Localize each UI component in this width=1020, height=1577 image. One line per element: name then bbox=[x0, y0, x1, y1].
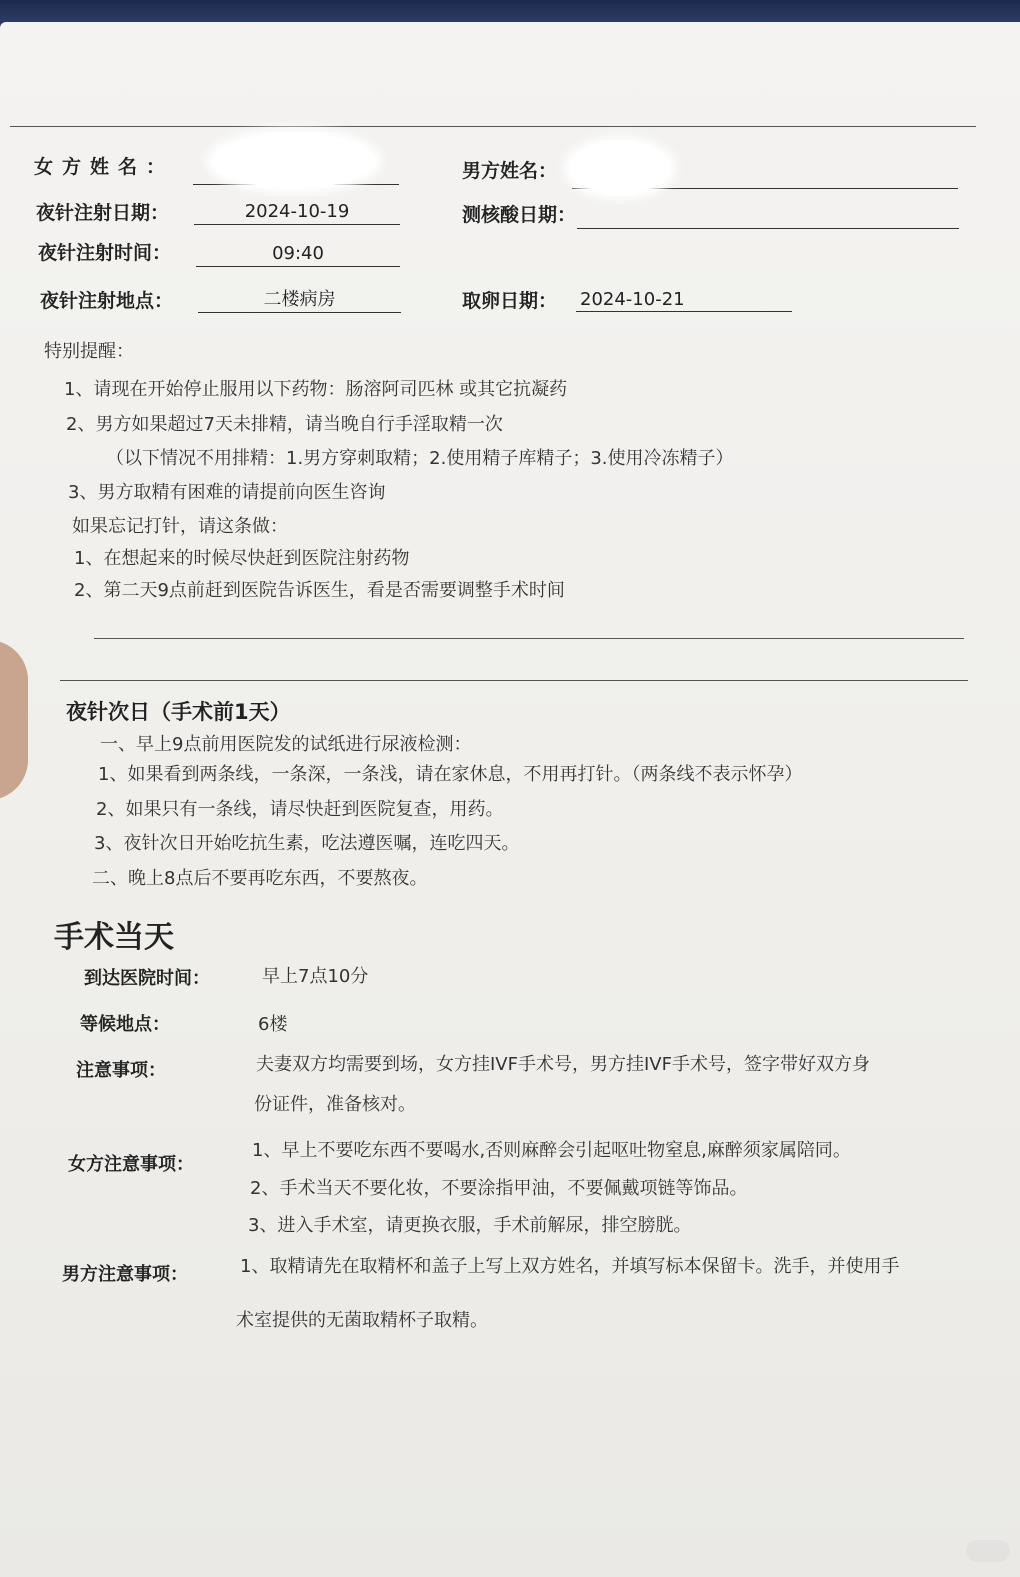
female-note: 1、早上不要吃东西不要喝水,否则麻醉会引起呕吐物窒息,麻醉须家属陪同。 bbox=[252, 1140, 851, 1161]
watermark-badge bbox=[966, 1540, 1010, 1562]
surgery-day-title: 手术当天 bbox=[54, 920, 174, 955]
next-day-item: 一、早上9点前用医院发的试纸进行尿液检测： bbox=[100, 734, 472, 755]
reminder-item: 2、第二天9点前赶到医院告诉医生，看是否需要调整手术时间 bbox=[74, 580, 565, 601]
redaction-male bbox=[570, 142, 670, 194]
female-notes-label: 女方注意事项： bbox=[68, 1154, 194, 1175]
notes-line: 份证件，准备核对。 bbox=[254, 1094, 416, 1115]
male-note: 1、取精请先在取精杯和盖子上写上双方姓名，并填写标本保留卡。洗手，并使用手 bbox=[240, 1256, 900, 1277]
injection-place-field: 二楼病房 bbox=[198, 290, 401, 313]
notes-line: 夫妻双方均需要到场，女方挂IVF手术号，男方挂IVF手术号，签字带好双方身 bbox=[256, 1054, 870, 1075]
reminder-title: 特别提醒： bbox=[44, 341, 134, 362]
reminder-item: 1、请现在开始停止服用以下药物：肠溶阿司匹林 或其它抗凝药 bbox=[64, 379, 568, 400]
wait-place-label: 等候地点： bbox=[80, 1014, 170, 1035]
injection-date-label: 夜针注射日期： bbox=[36, 202, 170, 224]
injection-date-field: 2024-10-19 bbox=[194, 202, 400, 225]
arrival-time-value: 早上7点10分 bbox=[262, 966, 369, 987]
arrival-time-label: 到达医院时间： bbox=[84, 968, 210, 989]
next-day-item: 3、夜针次日开始吃抗生素，吃法遵医嘱，连吃四天。 bbox=[94, 833, 520, 854]
reminder-item: 1、在想起来的时候尽快赶到医院注射药物 bbox=[74, 548, 410, 569]
next-day-title: 夜针次日（手术前1天） bbox=[66, 700, 291, 724]
divider-rule-1 bbox=[94, 638, 964, 639]
retrieval-date-label: 取卵日期： bbox=[462, 290, 558, 312]
reminder-item: 2、男方如果超过7天未排精，请当晚自行手淫取精一次 bbox=[66, 414, 503, 435]
next-day-item: 1、如果看到两条线，一条深，一条浅，请在家休息，不用再打针。（两条线不表示怀孕） bbox=[98, 764, 803, 785]
next-day-item: 2、如果只有一条线，请尽快赶到医院复查，用药。 bbox=[96, 799, 504, 820]
injection-time-field: 09:40 bbox=[196, 244, 400, 267]
top-rule bbox=[10, 126, 976, 127]
injection-time-label: 夜针注射时间： bbox=[38, 242, 172, 264]
retrieval-date-field: 2024-10-21 bbox=[576, 290, 792, 312]
nucleic-date-field bbox=[577, 206, 959, 229]
reminder-item: （以下情况不用排精：1.男方穿刺取精；2.使用精子库精子；3.使用冷冻精子） bbox=[106, 448, 734, 469]
next-day-item: 二、晚上8点后不要再吃东西，不要熬夜。 bbox=[92, 868, 428, 889]
wait-place-value: 6楼 bbox=[258, 1014, 288, 1035]
female-note: 2、手术当天不要化妆，不要涂指甲油，不要佩戴项链等饰品。 bbox=[250, 1178, 748, 1199]
female-name-label: 女方姓名： bbox=[34, 156, 175, 178]
redaction-female bbox=[212, 134, 376, 188]
male-name-label: 男方姓名： bbox=[462, 160, 558, 182]
male-notes-label: 男方注意事项： bbox=[62, 1264, 188, 1285]
female-note: 3、进入手术室，请更换衣服，手术前解尿，排空膀胱。 bbox=[248, 1215, 692, 1236]
holding-thumb bbox=[0, 640, 28, 800]
reminder-item: 3、男方取精有困难的请提前向医生咨询 bbox=[68, 482, 386, 503]
male-note: 术室提供的无菌取精杯子取精。 bbox=[236, 1310, 488, 1331]
divider-rule-2 bbox=[60, 680, 968, 681]
injection-place-label: 夜针注射地点： bbox=[40, 290, 174, 312]
nucleic-date-label: 测核酸日期： bbox=[462, 204, 577, 226]
reminder-item: 如果忘记打针，请这条做： bbox=[72, 516, 288, 537]
notes-label: 注意事项： bbox=[76, 1060, 166, 1081]
